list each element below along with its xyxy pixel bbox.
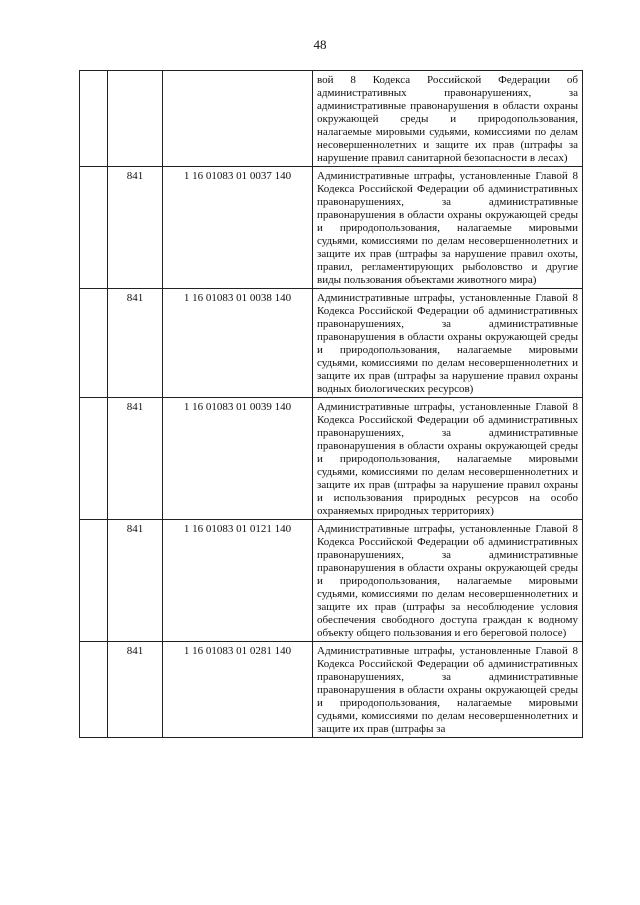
row-blank-cell — [80, 398, 108, 520]
description-cell: Административные штрафы, установленные Главой 8 Кодекса Российской Федерации об административных правонарушениях, за административные правонарушения в области охраны окружающей среды и природопользования, налагаемые мировыми судьями, комиссиями по делам несовершеннолетних и защите их прав (штрафы за нарушение правил охоты, правил, регламентирующих рыболовство и другие виды пользования объектами животного мира) — [313, 167, 583, 289]
description-cell: вой 8 Кодекса Российской Федерации об административных правонарушениях, за административные правонарушения в области охраны окружающей среды и природопользования, налагаемые мировыми судьями, комиссиями по делам несовершеннолетних и защите их прав (штрафы за нарушение правил санитарной безопасности в лесах) — [313, 71, 583, 167]
admin-code-cell: 841 — [108, 398, 163, 520]
row-blank-cell — [80, 71, 108, 167]
budget-code-cell: 1 16 01083 01 0121 140 — [163, 520, 313, 642]
description-cell: Административные штрафы, установленные Главой 8 Кодекса Российской Федерации об административных правонарушениях, за административные правонарушения в области охраны окружающей среды и природопользования, налагаемые мировыми судьями, комиссиями по делам несовершеннолетних и защите их прав (штрафы за — [313, 642, 583, 738]
table-row — [80, 71, 583, 167]
budget-code-cell: 1 16 01083 01 0281 140 — [163, 642, 313, 738]
budget-code-cell: 1 16 01083 01 0039 140 — [163, 398, 313, 520]
budget-code-cell — [163, 71, 313, 167]
table-row — [80, 520, 583, 642]
admin-code-cell: 841 — [108, 289, 163, 398]
admin-code-cell — [108, 71, 163, 167]
page-number: 48 — [313, 37, 327, 52]
admin-code-cell: 841 — [108, 520, 163, 642]
budget-code-cell: 1 16 01083 01 0038 140 — [163, 289, 313, 398]
row-blank-cell — [80, 167, 108, 289]
row-blank-cell — [80, 642, 108, 738]
table-row — [80, 642, 583, 738]
table-row — [80, 167, 583, 289]
admin-code-cell: 841 — [108, 642, 163, 738]
budget-code-cell: 1 16 01083 01 0037 140 — [163, 167, 313, 289]
description-cell: Административные штрафы, установленные Главой 8 Кодекса Российской Федерации об административных правонарушениях, за административные правонарушения в области охраны окружающей среды и природопользования, налагаемые мировыми судьями, комиссиями по делам несовершеннолетних и защите их прав (штрафы за нарушение правил охраны и использования природных ресурсов на особо охраняемых природных территориях) — [313, 398, 583, 520]
table-row — [80, 398, 583, 520]
admin-code-cell: 841 — [108, 167, 163, 289]
row-blank-cell — [80, 289, 108, 398]
budget-codes-table — [79, 70, 583, 738]
description-cell: Административные штрафы, установленные Главой 8 Кодекса Российской Федерации об административных правонарушениях, за административные правонарушения в области охраны окружающей среды и природопользования, налагаемые мировыми судьями, комиссиями по делам несовершеннолетних и защите их прав (штрафы за нарушение правил охраны водных биологических ресурсов) — [313, 289, 583, 398]
description-cell: Административные штрафы, установленные Главой 8 Кодекса Российской Федерации об административных правонарушениях, за административные правонарушения в области охраны окружающей среды и природопользования, налагаемые мировыми судьями, комиссиями по делам несовершеннолетних и защите их прав (штрафы за несоблюдение условия обеспечения свободного доступа граждан к водному объекту общего пользования и его береговой полосе) — [313, 520, 583, 642]
row-blank-cell — [80, 520, 108, 642]
table-row — [80, 289, 583, 398]
